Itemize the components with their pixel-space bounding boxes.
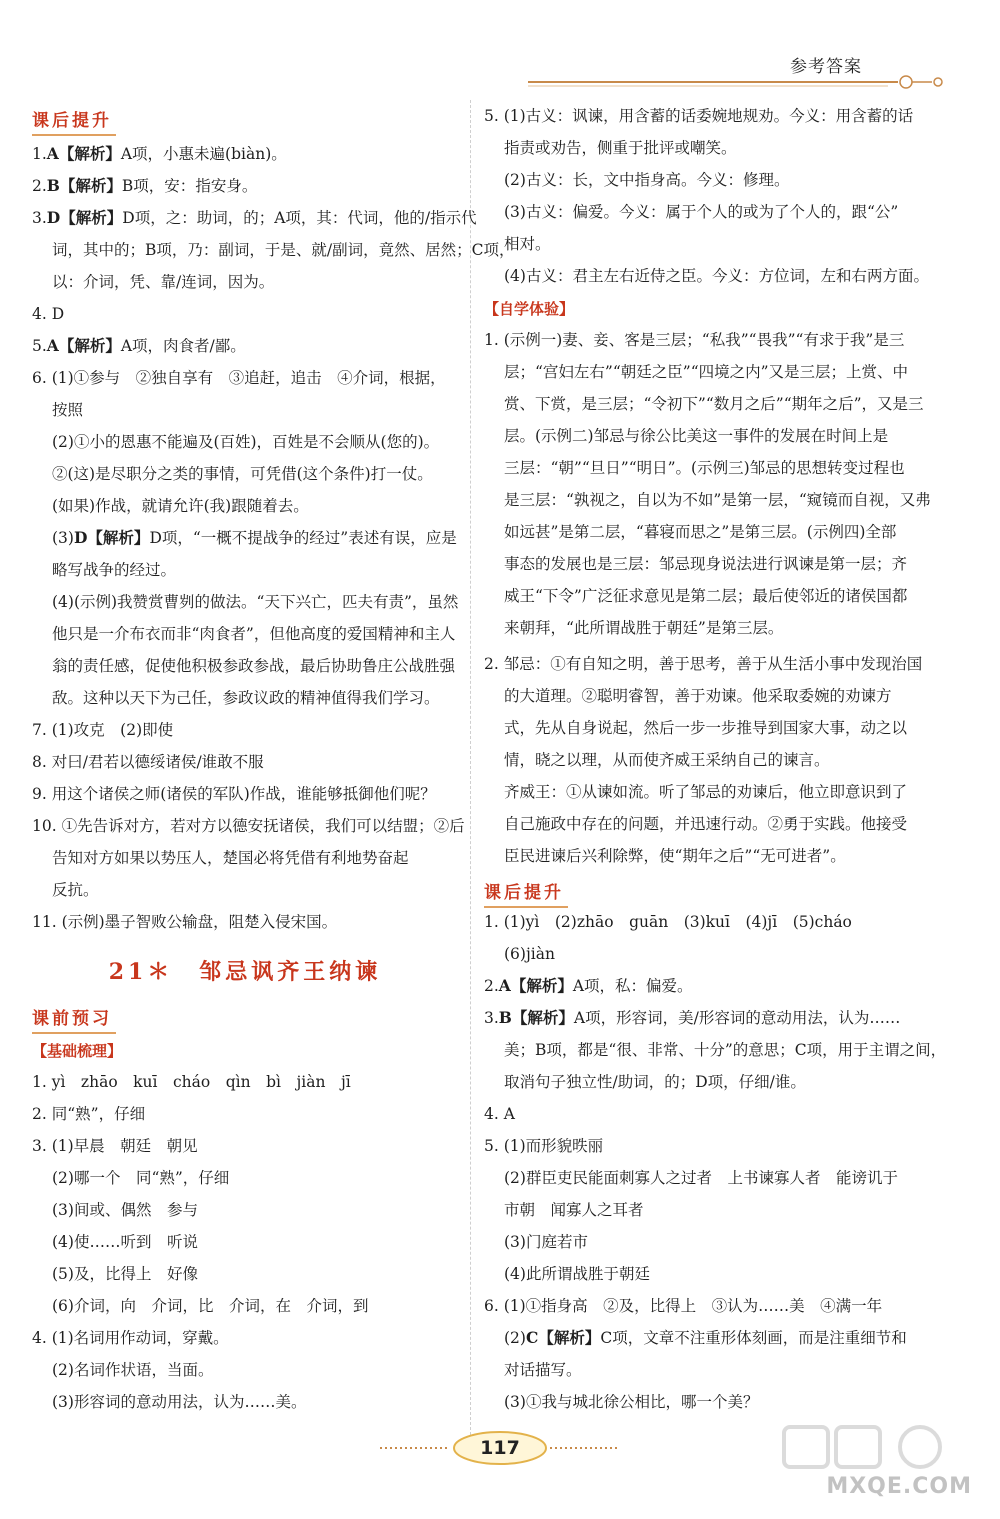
after-5-line-1: 5. (1)而形貌昳丽 (484, 1137, 604, 1155)
page-number: 117 (480, 1437, 520, 1459)
answer-6-line-6 (32, 528, 457, 548)
answer-6-line-8: (4)(示例)我赞赏曹刿的做法。“天下兴亡，匹夫有责”，虽然 (52, 593, 459, 611)
lesson-title: 21＊ 邹忌讽齐王纳谏 (108, 959, 382, 985)
item-answer: A (46, 144, 59, 163)
study-2-line-2: 的大道理。②聪明睿智，善于劝谏。他采取委婉的劝谏方 (504, 687, 892, 705)
analysis-tag: 【解析】 (87, 528, 150, 547)
item-text: D项，之：助词，的；A项，其：代词，他的/指示代 (122, 209, 477, 227)
study-1-line-4: 层。(示例二)邹忌与徐公比美这一事件的发展在时间上是 (504, 427, 889, 445)
preview-2: 2. 同“熟”，仔细 (32, 1105, 146, 1123)
answer-10-line-2: 告知对方如果以势压人，楚国必将凭借有利地势奋起 (52, 849, 409, 867)
sub-number: (3) (52, 529, 74, 547)
answer-8: 8. 对曰/君若以德绥诸侯/谁敢不服 (32, 753, 264, 771)
item-text: D项，“一概不提战争的经过”表述有误，应是 (149, 529, 457, 547)
after-1-line-2: (6)jiàn (504, 945, 555, 963)
preview-3-4: (4)使……听到 听说 (52, 1233, 198, 1251)
study-1-line-9: 威王“下令”广泛征求意见是第二层；最后使邻近的诸侯国都 (504, 587, 908, 605)
after-6-line-3: 对话描写。 (504, 1361, 582, 1379)
vocab-5-line-5: 相对。 (504, 235, 551, 253)
item-number: 3. (484, 1009, 499, 1027)
study-2-line-5: 齐威王：①从谏如流。听了邹忌的劝谏后，他立即意识到了 (504, 783, 908, 801)
analysis-tag: 【解析】 (511, 1008, 574, 1027)
study-2-line-4: 情，晓之以理，从而使齐威王采纳自己的谏言。 (504, 751, 830, 769)
answer-3-line-3: 以：介词，凭、靠/连词，因为。 (52, 273, 275, 291)
after-5-line-2: (2)群臣吏民能面刺寡人之过者 上书谏寡人者 能谤讥于 (504, 1169, 898, 1187)
watermark-text: MXQE.COM (826, 1474, 972, 1499)
item-number: 3. (32, 209, 47, 227)
item-answer: B (46, 176, 60, 195)
column-divider (470, 100, 471, 1440)
answer-9: 9. 用这个诸侯之师(诸侯的军队)作战，谁能够抵御他们呢？ (32, 785, 436, 803)
answer-6-line-2: 按照 (52, 401, 84, 419)
vocab-5-line-1: 5. (1)古义：讽谏，用含蓄的话委婉地规劝。今义：用含蓄的话 (484, 107, 914, 125)
after-4: 4. A (484, 1105, 515, 1123)
vocab-5-line-6: (4)古义：君主左右近侍之臣。今义：方位词，左和右两方面。 (504, 267, 929, 285)
preview-3-3: (3)间或、偶然 参与 (52, 1201, 198, 1219)
after-5-line-5: (4)此所谓战胜于朝廷 (504, 1265, 650, 1283)
study-1-line-1: 1. (示例一)妻、妾、客是三层；“私我”“畏我”“有求于我”是三 (484, 331, 905, 349)
item-text: A项，肉食者/鄙。 (120, 337, 246, 355)
analysis-tag: 【解析】 (510, 976, 573, 995)
item-answer: D (46, 208, 61, 227)
after-3-line-3: 取消句子独立性/助词，的；D项，仔细/谁。 (504, 1073, 806, 1091)
answer-7: 7. (1)攻克 (2)即使 (32, 721, 174, 739)
study-1-line-2: 层；“宫妇左右”“朝廷之臣”“四境之内”又是三层；上赏、中 (504, 363, 909, 381)
section-title-after-class-2: 课后提升 (484, 878, 568, 908)
item-answer: A (498, 976, 511, 995)
preview-3-5: (5)及，比得上 好像 (52, 1265, 198, 1283)
after-5-line-4: (3)门庭若市 (504, 1233, 588, 1251)
study-1-line-6: 是三层：“孰视之，自以为不如”是第一层，“窥镜而自视，又弗 (504, 491, 931, 509)
after-5-line-3: 市朝 闻寡人之耳者 (504, 1201, 644, 1219)
item-text: A项，形容词，美/形容词的意动用法，认为…… (573, 1009, 901, 1027)
after-6-line-2 (484, 1328, 907, 1348)
study-2-line-1: 2. 邹忌：①有自知之明，善于思考，善于从生活小事中发现治国 (484, 655, 923, 673)
study-2-line-3: 式，先从自身说起，然后一步一步推导到国家大事，动之以 (504, 719, 908, 737)
preview-3-2: (2)哪一个 同“熟”，仔细 (52, 1169, 230, 1187)
after-3-line-2: 美；B项，都是“很、非常、十分”的意思；C项，用于主谓之间， (504, 1041, 947, 1059)
answer-6-line-5: (如果)作战，就请允许(我)跟随着去。 (52, 497, 309, 515)
item-answer: A (46, 336, 59, 355)
preview-4-3: (3)形容词的意动用法，认为……美。 (52, 1393, 307, 1411)
item-number: 2. (32, 177, 47, 195)
answer-11: 11. (示例)墨子智败公输盘，阻楚入侵宋国。 (32, 913, 338, 931)
item-text: C项，文章不注重形体刻画，而是注重细节和 (600, 1329, 907, 1347)
answer-3-line-2: 词，其中的；B项，乃：副词，于是、就/副词，竟然、居然；C项， (52, 241, 515, 259)
after-1-line-1: 1. (1)yì (2)zhāo guān (3)kuī (4)jī (5)cháo (484, 913, 852, 931)
header-rule-decoration (528, 74, 948, 90)
item-answer: B (498, 1008, 512, 1027)
answer-1 (32, 144, 287, 164)
answer-6-line-9: 他只是一介布衣而非“肉食者”，但他高度的爱国精神和主人 (52, 625, 456, 643)
study-1-line-5: 三层：“朝”“旦日”“明日”。(示例三)邹忌的思想转变过程也 (504, 459, 905, 477)
study-2-line-7: 臣民进谏后兴利除弊，使“期年之后”“无可进者”。 (504, 847, 846, 865)
analysis-tag: 【解析】 (58, 144, 121, 163)
vocab-5-line-2: 指责或劝告，侧重于批评或嘲笑。 (504, 139, 737, 157)
item-text: A项，小惠未遍(biàn)。 (120, 145, 287, 163)
answer-6-line-10: 翁的责任感，促使他积极参政参战，最后协助鲁庄公战胜强 (52, 657, 456, 675)
study-2-line-6: 自己施政中存在的问题，并迅速行动。②勇于实践。他接受 (504, 815, 908, 833)
analysis-tag: 【解析】 (60, 208, 123, 227)
answer-10-line-1: 10. ①先告诉对方，若对方以德安抚诸侯，我们可以结盟；②后 (32, 817, 465, 835)
section-title-after-class: 课后提升 (32, 106, 116, 136)
item-text: B项，安：指安身。 (121, 177, 258, 195)
subsection-title-basics: 【基础梳理】 (32, 1042, 123, 1060)
item-number: 2. (484, 977, 499, 995)
after-6-line-4: (3)①我与城北徐公相比，哪一个美？ (504, 1393, 759, 1411)
analysis-tag: 【解析】 (538, 1328, 601, 1347)
answer-2 (32, 176, 257, 196)
item-number: 5. (32, 337, 47, 355)
answer-10-line-3: 反抗。 (52, 881, 99, 899)
item-number: 1. (32, 145, 47, 163)
item-text: A项，私：偏爱。 (572, 977, 693, 995)
preview-3-6: (6)介词，向 介词，比 介词，在 介词，到 (52, 1297, 369, 1315)
answer-6-line-7: 略写战争的经过。 (52, 561, 177, 579)
vocab-5-line-3: (2)古义：长，文中指身高。今义：修理。 (504, 171, 790, 189)
subsection-title-self-study: 【自学体验】 (484, 300, 575, 318)
preview-3-1: 3. (1)早晨 朝廷 朝见 (32, 1137, 198, 1155)
answer-4: 4. D (32, 305, 65, 323)
item-answer: D (73, 528, 88, 547)
answer-3 (32, 208, 477, 228)
answer-5 (32, 336, 246, 356)
study-1-line-8: 事态的发展也是三层：邹忌现身说法进行讽谏是第一层；齐 (504, 555, 908, 573)
after-2 (484, 976, 693, 996)
study-1-line-10: 来朝拜，“此所谓战胜于朝廷”是第三层。 (504, 619, 784, 637)
answer-6-line-3: (2)①小的恩惠不能遍及(百姓)，百姓是不会顺从(您的)。 (52, 433, 440, 451)
section-title-preview: 课前预习 (32, 1004, 116, 1034)
item-answer: C (525, 1328, 539, 1347)
answer-6-line-4: ②(这)是尽职分之类的事情，可凭借(这个条件)打一仗。 (52, 465, 433, 483)
vocab-5-line-4: (3)古义：偏爱。今义：属于个人的或为了个人的，跟“公” (504, 203, 899, 221)
header-title: 参考答案 (790, 57, 862, 77)
study-1-line-3: 赏、下赏，是三层；“令初下”“数月之后”“期年之后”，又是三 (504, 395, 924, 413)
analysis-tag: 【解析】 (58, 336, 121, 355)
after-6-line-1: 6. (1)①指身高 ②及，比得上 ③认为……美 ④满一年 (484, 1297, 883, 1315)
analysis-tag: 【解析】 (59, 176, 122, 195)
study-1-line-7: 如远甚”是第二层，“暮寝而思之”是第三层。(示例四)全部 (504, 523, 897, 541)
answer-6-line-11: 敌。这种以天下为己任，参政议政的精神值得我们学习。 (52, 689, 440, 707)
preview-4-2: (2)名词作状语，当面。 (52, 1361, 214, 1379)
preview-1: 1. yì zhāo kuī cháo qìn bì jiàn jī (32, 1073, 351, 1091)
answer-6-line-1: 6. (1)①参与 ②独自享有 ③追赶，追击 ④介词，根据， (32, 369, 446, 387)
sub-number: (2) (504, 1329, 526, 1347)
after-3-line-1 (484, 1008, 900, 1028)
preview-4-1: 4. (1)名词用作动词，穿戴。 (32, 1329, 229, 1347)
